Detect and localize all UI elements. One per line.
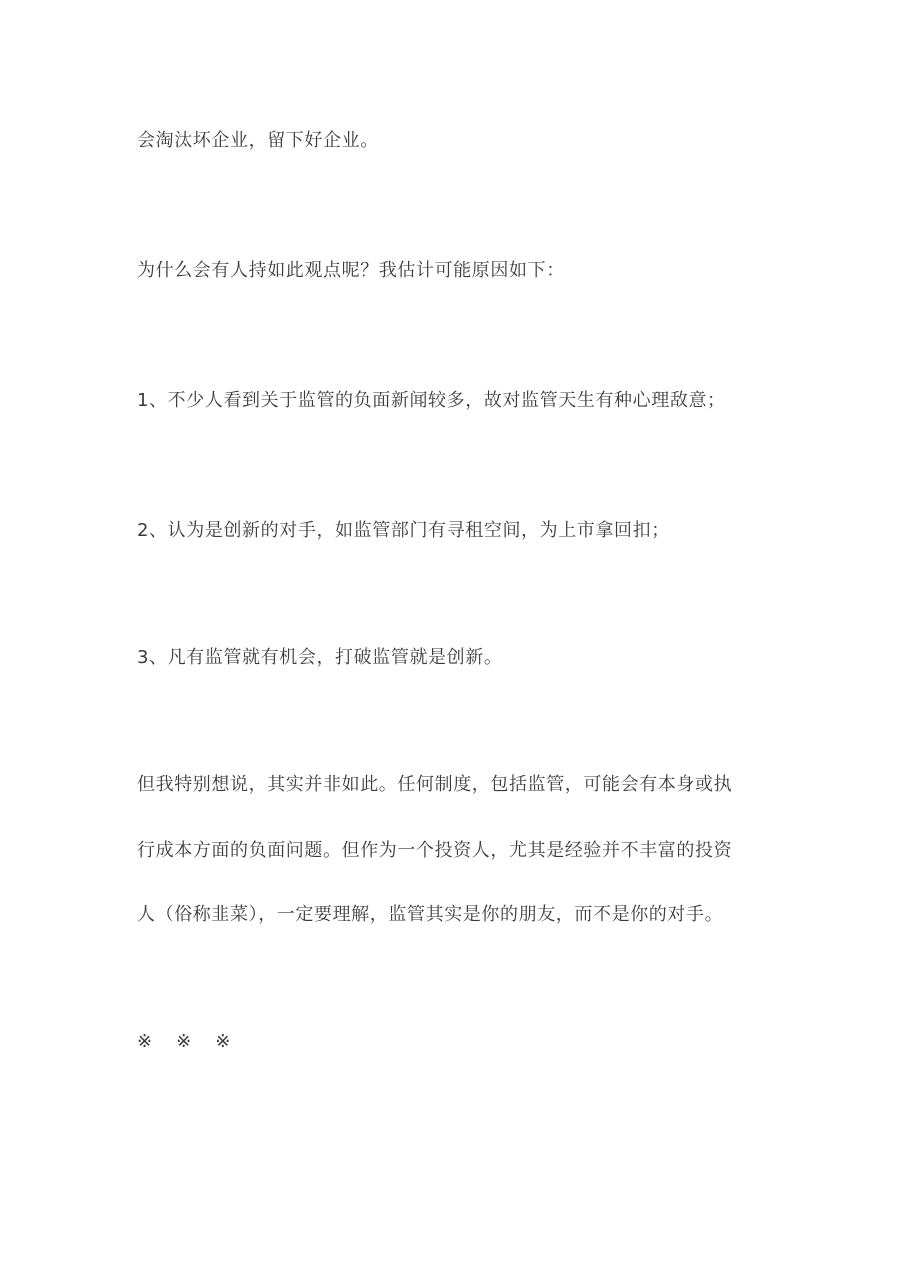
list-item: 3、凡有监管就有机会，打破监管就是创新。 <box>137 647 503 668</box>
paragraph-line: 为什么会有人持如此观点呢？我估计可能原因如下： <box>137 260 565 281</box>
reference-mark-icon: ※ <box>215 1031 231 1052</box>
paragraph-line: 会淘汰坏企业，留下好企业。 <box>137 130 379 151</box>
list-item: 2、认为是创新的对手，如监管部门有寻租空间，为上市拿回扣； <box>137 520 670 541</box>
paragraph-line: 但我特别想说，其实并非如此。任何制度，包括监管，可能会有本身或执 <box>137 774 733 795</box>
paragraph-line: 行成本方面的负面问题。但作为一个投资人，尤其是经验并不丰富的投资 <box>137 840 733 861</box>
paragraph-line: 人（俗称韭菜），一定要理解，监管其实是你的朋友，而不是你的对手。 <box>137 904 724 925</box>
reference-mark-icon: ※ <box>137 1031 153 1052</box>
reference-mark-icon: ※ <box>176 1031 192 1052</box>
section-separator <box>137 1029 254 1055</box>
list-item: 1、不少人看到关于监管的负面新闻较多，故对监管天生有种心理敌意； <box>137 390 726 411</box>
